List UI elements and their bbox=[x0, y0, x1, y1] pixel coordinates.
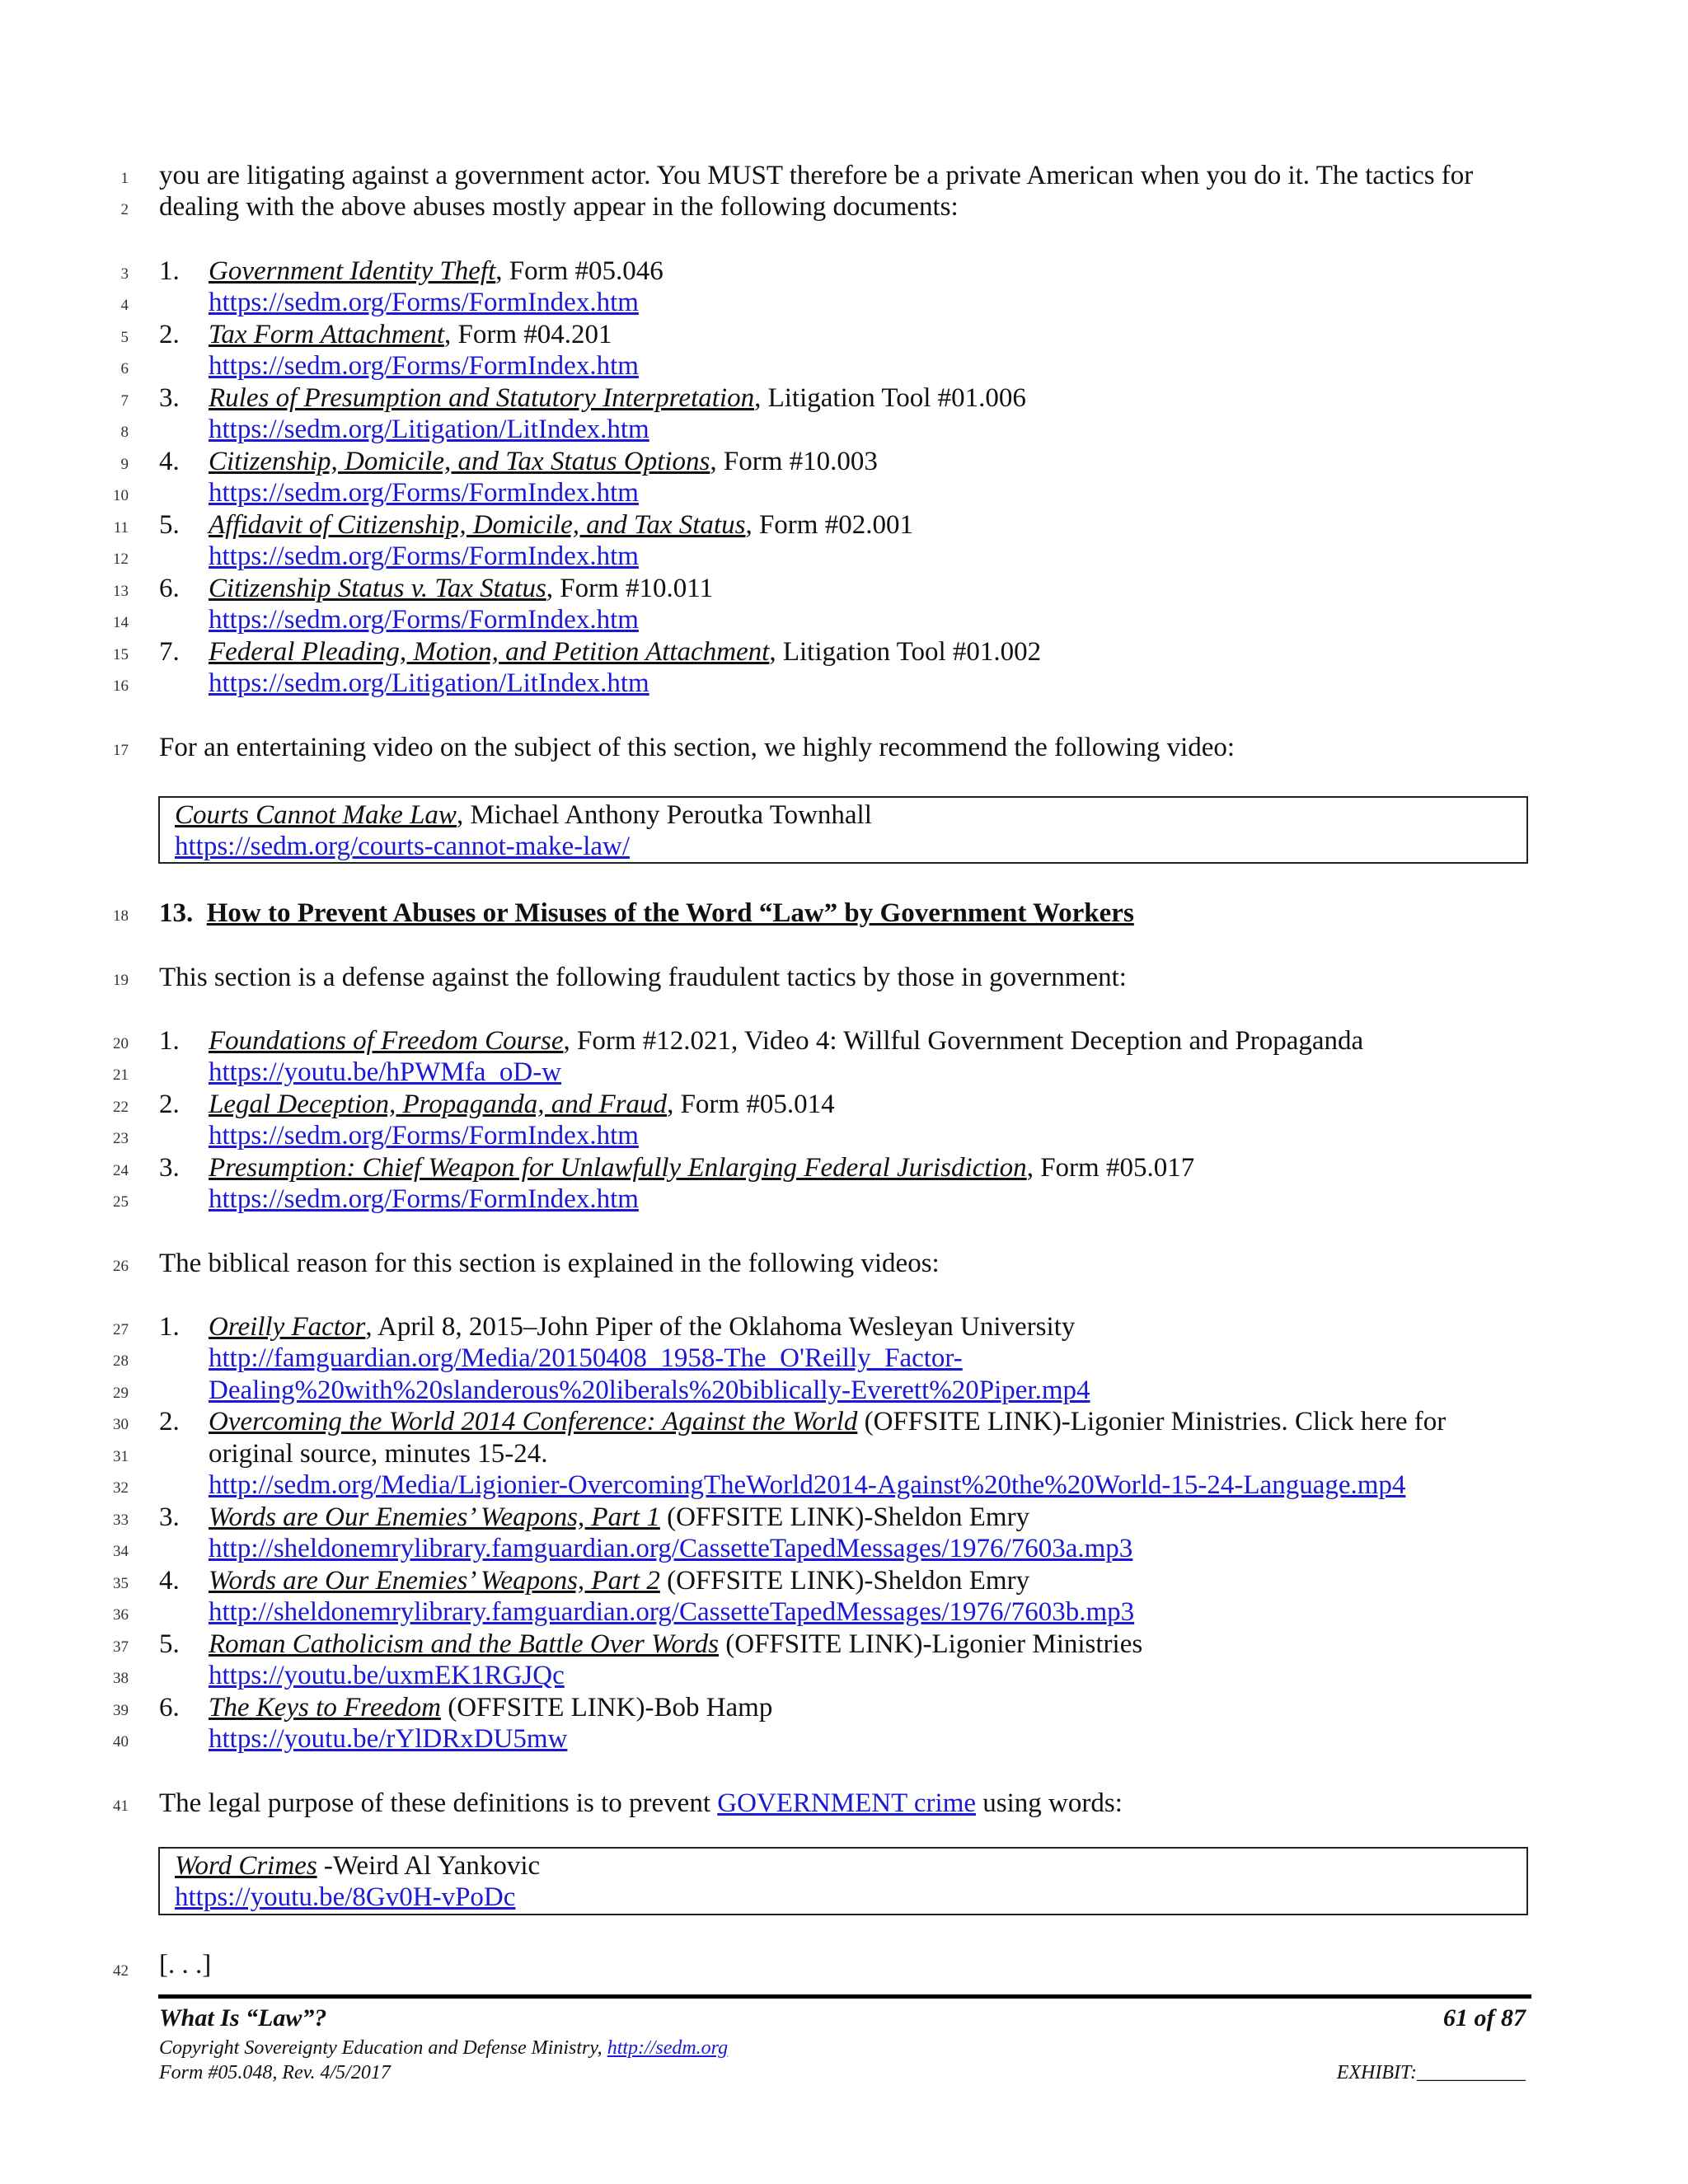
line-number: 38 bbox=[113, 1670, 129, 1687]
line-number: 6 bbox=[120, 360, 129, 377]
paragraph-line bbox=[159, 1788, 1123, 1819]
document-title: Affidavit of Citizenship, Domicile, and Tax Status bbox=[209, 510, 746, 540]
document-link[interactable]: https://sedm.org/Forms/FormIndex.htm bbox=[209, 478, 639, 508]
document-link[interactable]: https://sedm.org/Forms/FormIndex.htm bbox=[209, 351, 639, 381]
document-form: , Form #05.014 bbox=[667, 1090, 835, 1119]
line-number: 35 bbox=[113, 1575, 129, 1592]
line-number: 41 bbox=[113, 1797, 129, 1815]
footer-page-number: 61 of 87 bbox=[1443, 2004, 1526, 2032]
video-link[interactable]: https://youtu.be/uxmEK1RGJQc bbox=[209, 1661, 565, 1690]
line-number: 12 bbox=[113, 551, 129, 568]
list-number: 7. bbox=[159, 637, 180, 667]
list-item bbox=[209, 1089, 835, 1120]
document-form: , Form #05.046 bbox=[495, 256, 663, 286]
line-number: 42 bbox=[113, 1962, 129, 1980]
video-link[interactable]: http://famguardian.org/Media/20150408_1958-The_O'Reilly_Factor- bbox=[209, 1343, 963, 1373]
line-number: 19 bbox=[113, 972, 129, 989]
line-number: 32 bbox=[113, 1479, 129, 1497]
video-credit: , Michael Anthony Peroutka Townhall bbox=[456, 800, 872, 830]
document-title: Rules of Presumption and Statutory Interpretation bbox=[209, 383, 755, 413]
document-link[interactable]: https://youtu.be/hPWMfa_oD-w bbox=[209, 1057, 562, 1087]
line-number: 34 bbox=[113, 1543, 129, 1560]
text-segment: using words: bbox=[976, 1788, 1123, 1818]
footer-form-revision: Form #05.048, Rev. 4/5/2017 bbox=[159, 2062, 391, 2083]
ellipsis: [. . .] bbox=[159, 1950, 212, 1980]
line-number: 25 bbox=[113, 1193, 129, 1211]
line-number: 11 bbox=[113, 519, 129, 537]
list-number: 3. bbox=[159, 1502, 180, 1532]
line-number: 21 bbox=[113, 1066, 129, 1084]
copyright-text: Copyright Sovereignty Education and Defense Ministry, bbox=[159, 2037, 607, 2059]
paragraph-line: For an entertaining video on the subject of this section, we highly recommend the following video: bbox=[159, 733, 1236, 762]
list-item bbox=[209, 1629, 1142, 1660]
video-title: Courts Cannot Make Law bbox=[175, 800, 457, 830]
footer-divider bbox=[158, 1994, 1531, 1999]
line-number: 31 bbox=[113, 1448, 129, 1465]
video-credit: (OFFSITE LINK)-Sheldon Emry bbox=[659, 1566, 1030, 1596]
document-title: Government Identity Theft bbox=[209, 256, 496, 286]
document-form: , Form #02.001 bbox=[745, 510, 913, 540]
list-item bbox=[209, 1311, 1075, 1343]
video-title: Word Crimes bbox=[175, 1851, 317, 1881]
copyright-link[interactable]: http://sedm.org bbox=[607, 2037, 729, 2059]
line-number: 15 bbox=[113, 646, 129, 663]
list-number: 5. bbox=[159, 1629, 180, 1659]
list-item bbox=[209, 1025, 1363, 1057]
list-number: 6. bbox=[159, 1693, 180, 1722]
line-number: 40 bbox=[113, 1733, 129, 1750]
video-credit: -Weird Al Yankovic bbox=[316, 1851, 541, 1881]
list-number: 2. bbox=[159, 1090, 180, 1119]
document-title: Presumption: Chief Weapon for Unlawfully Enlarging Federal Jurisdiction bbox=[209, 1153, 1027, 1183]
video-title: Overcoming the World 2014 Conference: Against the World bbox=[209, 1407, 858, 1436]
line-number: 23 bbox=[113, 1130, 129, 1147]
box-title-line bbox=[175, 799, 872, 831]
list-item bbox=[209, 1565, 1029, 1596]
document-title: Tax Form Attachment bbox=[209, 320, 444, 349]
line-number: 5 bbox=[120, 329, 129, 346]
line-number: 3 bbox=[120, 265, 129, 283]
footer-document-title: What Is “Law”? bbox=[159, 2004, 327, 2032]
list-item bbox=[209, 1152, 1194, 1183]
document-link[interactable]: https://sedm.org/Litigation/LitIndex.htm bbox=[209, 668, 649, 698]
line-number: 17 bbox=[113, 742, 129, 759]
paragraph-line: This section is a defense against the following fraudulent tactics by those in government: bbox=[159, 963, 1127, 992]
audio-link[interactable]: http://sheldonemrylibrary.famguardian.org/CassetteTapedMessages/1976/7603b.mp3 bbox=[209, 1597, 1135, 1627]
document-title: Citizenship, Domicile, and Tax Status Options bbox=[209, 447, 710, 476]
video-link[interactable]: https://youtu.be/8Gv0H-vPoDc bbox=[175, 1882, 516, 1912]
video-title: Words are Our Enemies’ Weapons, Part 1 bbox=[209, 1502, 660, 1532]
list-number: 1. bbox=[159, 1026, 180, 1056]
line-number: 9 bbox=[120, 456, 129, 473]
list-item bbox=[209, 255, 663, 287]
video-reference-box bbox=[158, 1847, 1528, 1915]
video-link[interactable]: Dealing%20with%20slanderous%20liberals%20biblically-Everett%20Piper.mp4 bbox=[209, 1376, 1090, 1405]
footer-exhibit: EXHIBIT:___________ bbox=[1336, 2062, 1526, 2083]
paragraph-line: The biblical reason for this section is explained in the following videos: bbox=[159, 1249, 940, 1278]
list-number: 2. bbox=[159, 1407, 180, 1436]
box-title-line bbox=[175, 1850, 540, 1882]
video-credit: (OFFSITE LINK)-Ligonier Ministries. Click here for bbox=[857, 1407, 1447, 1436]
line-number: 7 bbox=[120, 392, 129, 410]
list-number: 6. bbox=[159, 574, 180, 603]
list-item bbox=[209, 636, 1041, 668]
document-form: , Litigation Tool #01.006 bbox=[754, 383, 1026, 413]
list-number: 3. bbox=[159, 1153, 180, 1183]
paragraph-line: you are litigating against a government actor. You MUST therefore be a private American when you do it. The tactics for bbox=[159, 161, 1474, 190]
line-number: 27 bbox=[113, 1321, 129, 1338]
video-credit: (OFFSITE LINK)-Bob Hamp bbox=[440, 1693, 773, 1722]
video-credit: (OFFSITE LINK)-Sheldon Emry bbox=[659, 1502, 1030, 1532]
video-link[interactable]: http://sedm.org/Media/Ligionier-OvercomingTheWorld2014-Against%20the%20World-15-24-Language.mp4 bbox=[209, 1470, 1406, 1500]
list-item bbox=[209, 1406, 1446, 1437]
video-title: Oreilly Factor bbox=[209, 1312, 366, 1342]
list-item bbox=[209, 1502, 1029, 1533]
document-form: , Form #04.201 bbox=[444, 320, 612, 349]
document-link[interactable]: https://sedm.org/Forms/FormIndex.htm bbox=[209, 1121, 639, 1151]
list-item bbox=[209, 446, 878, 477]
line-number: 8 bbox=[120, 424, 129, 441]
list-number: 1. bbox=[159, 1312, 180, 1342]
document-form: , Form #10.003 bbox=[710, 447, 878, 476]
document-link[interactable]: https://sedm.org/Litigation/LitIndex.htm bbox=[209, 415, 649, 444]
government-crime-link[interactable]: GOVERNMENT crime bbox=[717, 1788, 977, 1818]
line-number: 10 bbox=[113, 487, 129, 504]
paragraph-line: dealing with the above abuses mostly appear in the following documents: bbox=[159, 192, 959, 222]
line-number: 2 bbox=[120, 201, 129, 218]
document-form: , Form #10.011 bbox=[546, 574, 714, 603]
list-number: 3. bbox=[159, 383, 180, 413]
video-credit: , April 8, 2015–John Piper of the Oklahoma Wesleyan University bbox=[365, 1312, 1076, 1342]
video-credit: (OFFSITE LINK)-Ligonier Ministries bbox=[719, 1629, 1143, 1659]
document-link[interactable]: https://sedm.org/Forms/FormIndex.htm bbox=[209, 288, 639, 317]
line-number: 1 bbox=[120, 170, 129, 187]
line-number: 36 bbox=[113, 1606, 129, 1624]
line-number: 33 bbox=[113, 1511, 129, 1529]
line-number: 28 bbox=[113, 1352, 129, 1370]
section-number: 13. bbox=[159, 898, 194, 928]
section-heading bbox=[159, 898, 1134, 929]
video-reference-box bbox=[158, 796, 1528, 864]
video-link[interactable]: https://sedm.org/courts-cannot-make-law/ bbox=[175, 832, 631, 861]
document-title: Citizenship Status v. Tax Status bbox=[209, 574, 546, 603]
text-segment: The legal purpose of these definitions is to prevent bbox=[159, 1788, 718, 1818]
document-title: Federal Pleading, Motion, and Petition Attachment bbox=[209, 637, 770, 667]
list-item bbox=[209, 319, 612, 350]
line-number: 37 bbox=[113, 1638, 129, 1656]
line-number: 14 bbox=[113, 614, 129, 631]
line-number: 13 bbox=[113, 583, 129, 600]
list-item-continuation: original source, minutes 15-24. bbox=[209, 1439, 548, 1469]
line-number: 26 bbox=[113, 1258, 129, 1275]
list-number: 5. bbox=[159, 510, 180, 540]
line-number: 16 bbox=[113, 677, 129, 695]
document-form: , Litigation Tool #01.002 bbox=[769, 637, 1042, 667]
list-number: 4. bbox=[159, 1566, 180, 1596]
audio-link[interactable]: http://sheldonemrylibrary.famguardian.org/CassetteTapedMessages/1976/7603a.mp3 bbox=[209, 1534, 1133, 1563]
document-title: Legal Deception, Propaganda, and Fraud bbox=[209, 1090, 668, 1119]
line-number: 20 bbox=[113, 1035, 129, 1052]
line-number: 4 bbox=[120, 297, 129, 314]
document-link[interactable]: https://sedm.org/Forms/FormIndex.htm bbox=[209, 541, 639, 571]
footer-copyright bbox=[159, 2037, 728, 2060]
list-item bbox=[209, 382, 1026, 414]
line-number: 24 bbox=[113, 1162, 129, 1179]
video-title: Words are Our Enemies’ Weapons, Part 2 bbox=[209, 1566, 660, 1596]
list-item bbox=[209, 1692, 772, 1723]
line-number: 18 bbox=[113, 907, 129, 925]
line-number: 22 bbox=[113, 1099, 129, 1116]
document-title: Foundations of Freedom Course bbox=[209, 1026, 564, 1056]
line-number: 39 bbox=[113, 1702, 129, 1719]
document-form: , Form #05.017 bbox=[1026, 1153, 1195, 1183]
document-form: , Form #12.021, Video 4: Willful Government Deception and Propaganda bbox=[563, 1026, 1364, 1056]
line-number: 29 bbox=[113, 1385, 129, 1402]
video-title: Roman Catholicism and the Battle Over Words bbox=[209, 1629, 720, 1659]
section-title: How to Prevent Abuses or Misuses of the Word “Law” by Government Workers bbox=[206, 898, 1134, 928]
list-item bbox=[209, 573, 713, 604]
list-number: 1. bbox=[159, 256, 180, 286]
line-number: 30 bbox=[113, 1416, 129, 1433]
video-link[interactable]: https://youtu.be/rYlDRxDU5mw bbox=[209, 1724, 568, 1754]
list-item bbox=[209, 509, 913, 541]
list-number: 4. bbox=[159, 447, 180, 476]
document-link[interactable]: https://sedm.org/Forms/FormIndex.htm bbox=[209, 1184, 639, 1214]
document-link[interactable]: https://sedm.org/Forms/FormIndex.htm bbox=[209, 605, 639, 635]
list-number: 2. bbox=[159, 320, 180, 349]
video-title: The Keys to Freedom bbox=[209, 1693, 441, 1722]
